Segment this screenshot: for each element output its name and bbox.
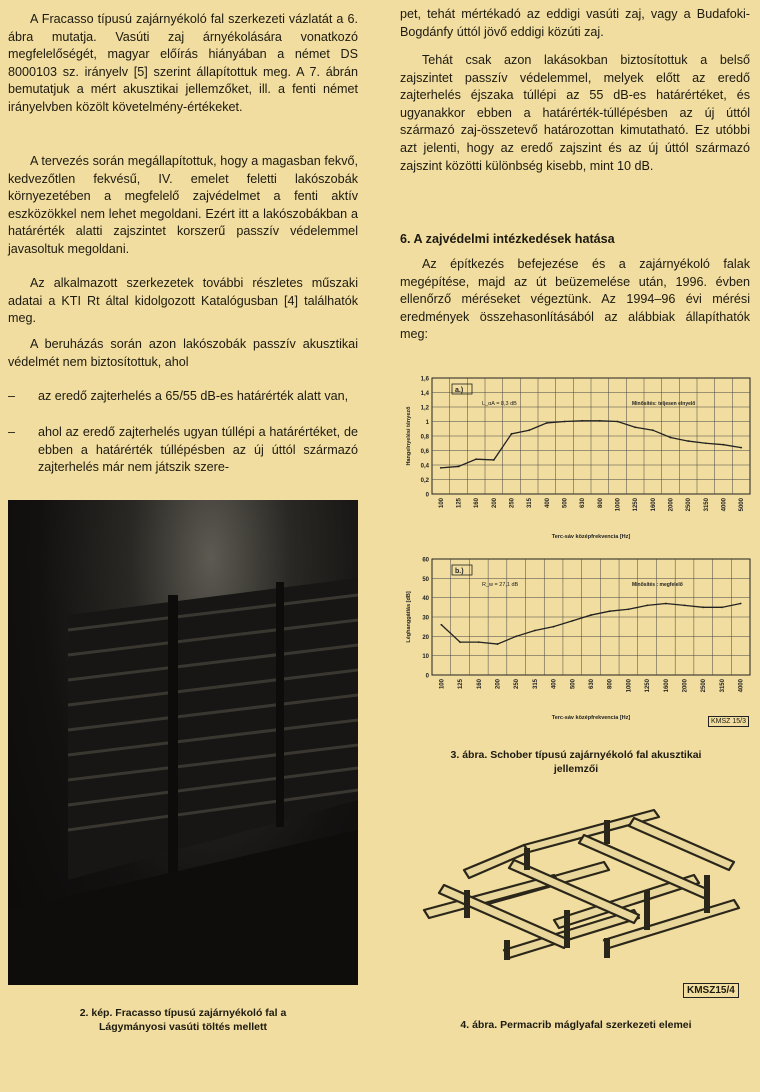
x-tick-label: 400: [551, 679, 558, 690]
list-item: [8, 388, 358, 406]
data-point: [702, 606, 704, 608]
data-point: [564, 421, 566, 423]
y-tick-label: 10: [422, 654, 429, 661]
y-axis-label: Léghanggátlás [dB]: [406, 591, 412, 643]
y-tick-label: 0,6: [420, 449, 429, 455]
photo-caption: [8, 1006, 358, 1034]
x-tick-label: 160: [476, 679, 483, 690]
x-tick-label: 1000: [626, 679, 633, 693]
x-tick-label: 500: [562, 498, 569, 509]
x-tick-label: 630: [589, 679, 595, 690]
left-paragraph-1: A Fracasso típusú zajárnyékoló fal szerkezeti vázlatát a 6. ábra mutatja. Vasúti zaj árnyékolására vonatkozó megfelelőségét, magyar előírás hiányában a német DS 8000103 sz. irányelv [5] szerint állapítottuk meg. A 7. ábrán bemutatjuk a mért akusztikai jellemzőket, ill. a fenti német irányelvben közölt követelmény-értékeket.: [8, 12, 358, 114]
data-point: [687, 440, 689, 442]
chart-rating: Minősítés : megfelelő: [632, 582, 683, 588]
fracasso-wall-photo: [8, 500, 358, 985]
data-point: [553, 626, 555, 628]
x-tick-label: 1600: [663, 679, 670, 693]
x-tick-label: 2500: [686, 498, 693, 512]
x-tick-label: 1250: [645, 679, 652, 693]
y-tick-label: 0,4: [420, 463, 429, 470]
x-tick-label: 400: [544, 498, 551, 509]
data-point: [723, 444, 725, 446]
x-tick-label: 3150: [703, 498, 710, 512]
x-tick-label: 4000: [738, 679, 745, 693]
left-paragraph-3: Az alkalmazott szerkezetek további részletes műszaki adatai a KTI Rt által kidolgozott Katalógusban [4] találhatók meg.: [8, 276, 358, 326]
x-tick-label: 2000: [682, 679, 689, 693]
x-tick-label: 630: [580, 498, 587, 509]
data-point: [440, 624, 442, 626]
panel-label: a.): [455, 387, 464, 394]
photo-caption-line-1: 2. kép. Fracasso típusú zajárnyékoló fal a: [79, 1007, 287, 1019]
x-tick-label: 2500: [701, 679, 708, 693]
photo-caption-line-2: Lágymányosi vasúti töltés mellett: [98, 1021, 268, 1033]
fig3-caption: [400, 748, 752, 776]
y-tick-label: 1,4: [420, 391, 429, 397]
data-point: [670, 437, 672, 439]
data-point: [546, 422, 548, 424]
data-point: [515, 635, 517, 637]
right-paragraph-1: pet, tehát mértékadó az eddigi vasúti zaj, vagy a Budafoki-Bogdánfy úttól jövő eddigi közúti zaj.: [400, 7, 750, 39]
data-point: [599, 420, 601, 422]
x-tick-label: 5000: [739, 498, 746, 512]
y-tick-label: 1,2: [420, 405, 429, 412]
photo-illustration: [8, 500, 358, 985]
chart-annotation: L_αA = 8,3 dB: [482, 401, 517, 407]
list-item: [8, 424, 358, 477]
y-tick-label: 40: [422, 596, 429, 603]
chart-annotation: R_w = 27,1 dB: [482, 582, 519, 588]
absorption-chart: [400, 372, 756, 550]
data-point: [628, 608, 630, 610]
data-point: [511, 433, 513, 435]
right-paragraph-2: Tehát csak azon lakásokban biztosítottuk a belső zajszintet passzív védelemmel, melyek előtt az eredő zajterhelés éjszaka túllépi az 55 dB-es határértéket, és ugyanakkor ebben a határérték-túllépésben az új úttól származó zaj-összetevő határozottan kimutatható. Ez utóbbi azt jelenti, hogy az eredő zajszint és az új úttól származó zajszint közötti különbség kisebb, mint 10 dB.: [400, 53, 750, 173]
x-tick-label: 315: [532, 679, 539, 690]
list-dash: –: [8, 389, 16, 403]
data-point: [534, 630, 536, 632]
y-tick-label: 60: [422, 557, 429, 564]
data-point: [740, 603, 742, 605]
chart-rating: Minősítés: teljesen elnyelő: [632, 401, 696, 407]
fig3-caption-line-1: 3. ábra. Schober típusú zajárnyékoló fal akusztikai: [450, 749, 702, 761]
data-point: [458, 466, 460, 468]
x-tick-label: 100: [439, 679, 446, 690]
x-tick-label: 315: [527, 498, 534, 509]
x-tick-label: 125: [456, 498, 463, 509]
x-tick-label: 500: [570, 679, 577, 690]
data-point: [590, 614, 592, 616]
x-axis-label: Terc-sáv középfrekvencia [Hz]: [551, 534, 631, 540]
data-point: [617, 421, 619, 423]
x-tick-label: 1600: [650, 498, 657, 512]
x-tick-label: 200: [495, 679, 502, 690]
fig4-caption: 4. ábra. Permacrib máglyafal szerkezeti elemei: [460, 1019, 692, 1031]
x-tick-label: 250: [509, 498, 516, 509]
data-point: [497, 643, 499, 645]
left-paragraph-4: A beruházás során azon lakószobák passzív akusztikai védelmét nem biztosítottuk, ahol: [8, 337, 358, 369]
series-line: [441, 603, 740, 644]
data-point: [740, 447, 742, 449]
x-tick-label: 4000: [721, 498, 728, 512]
y-axis-label: Hangelnyelési tényező: [406, 406, 412, 466]
y-tick-label: 30: [422, 615, 429, 622]
y-tick-label: 0: [425, 492, 429, 499]
panel-label: b.): [455, 568, 464, 575]
fig3-caption-line-2: jellemzői: [553, 763, 599, 775]
data-point: [493, 459, 495, 461]
y-tick-label: 1,6: [420, 376, 429, 383]
data-point: [581, 420, 583, 422]
list-item-text: ahol az eredő zajterhelés ugyan túllépi a határértéket, de ebben a határérték túllépésben az új úttól származó zajterhelés már nem játszik szere-: [38, 425, 358, 475]
x-tick-label: 800: [597, 498, 604, 509]
x-tick-label: 125: [458, 679, 465, 690]
data-point: [571, 620, 573, 622]
y-tick-label: 0,8: [420, 434, 429, 441]
section-heading: 6. A zajvédelmi intézkedések hatása: [400, 232, 615, 246]
data-point: [440, 467, 442, 469]
y-tick-label: 20: [422, 634, 429, 641]
x-tick-label: 250: [514, 679, 521, 690]
data-point: [652, 429, 654, 431]
list-dash: –: [8, 425, 16, 439]
data-point: [528, 429, 530, 431]
data-point: [475, 458, 477, 460]
x-tick-label: 800: [607, 679, 614, 690]
y-tick-label: 0,2: [420, 478, 429, 484]
y-tick-label: 0: [425, 673, 429, 680]
data-point: [634, 426, 636, 428]
x-tick-label: 160: [474, 498, 481, 509]
x-tick-label: 3150: [719, 679, 726, 693]
fig4-code-label: KMSZ15/4: [683, 983, 739, 998]
y-tick-label: 1: [425, 420, 429, 426]
data-point: [646, 605, 648, 607]
data-point: [478, 641, 480, 643]
right-paragraph-3: Az építkezés befejezése és a zajárnyékoló falak megépítése, majd az út beüzemelése után, 1996. évben ellenőrző méréseket végeztünk. Az 1994–96 évi mérési eredmények összehasonlításából az alábbiak állapíthatók meg:: [400, 257, 750, 342]
data-point: [665, 603, 667, 605]
x-tick-label: 1000: [615, 498, 622, 512]
data-point: [721, 606, 723, 608]
x-tick-label: 2000: [668, 498, 675, 512]
list-item-text: az eredő zajterhelés a 65/55 dB-es határérték alatt van,: [38, 389, 349, 403]
fig3-code-label: KMSZ 15/3: [708, 716, 749, 727]
y-tick-label: 50: [422, 576, 429, 583]
x-axis-label: Terc-sáv középfrekvencia [Hz]: [551, 715, 631, 721]
data-point: [705, 442, 707, 444]
data-point: [609, 610, 611, 612]
x-tick-label: 100: [438, 498, 445, 509]
left-paragraph-2: A tervezés során megállapítottuk, hogy a magasban fekvő, kedvezőtlen fekvésű, IV. emelet feletti lakószobák környezetében a megfelelő zajvédelmet a fenti aktív eszközökkel nem lehet megoldani. Ezért itt a lakószobákban a határérték alatti zajszintet korszerű passzív védelemmel javasoltuk megoldani.: [8, 154, 358, 256]
permacrib-structure-drawing: [404, 790, 752, 975]
data-point: [684, 605, 686, 607]
data-point: [459, 641, 461, 643]
x-tick-label: 1250: [633, 498, 640, 512]
sound-insulation-chart: [400, 553, 756, 731]
x-tick-label: 200: [491, 498, 498, 509]
